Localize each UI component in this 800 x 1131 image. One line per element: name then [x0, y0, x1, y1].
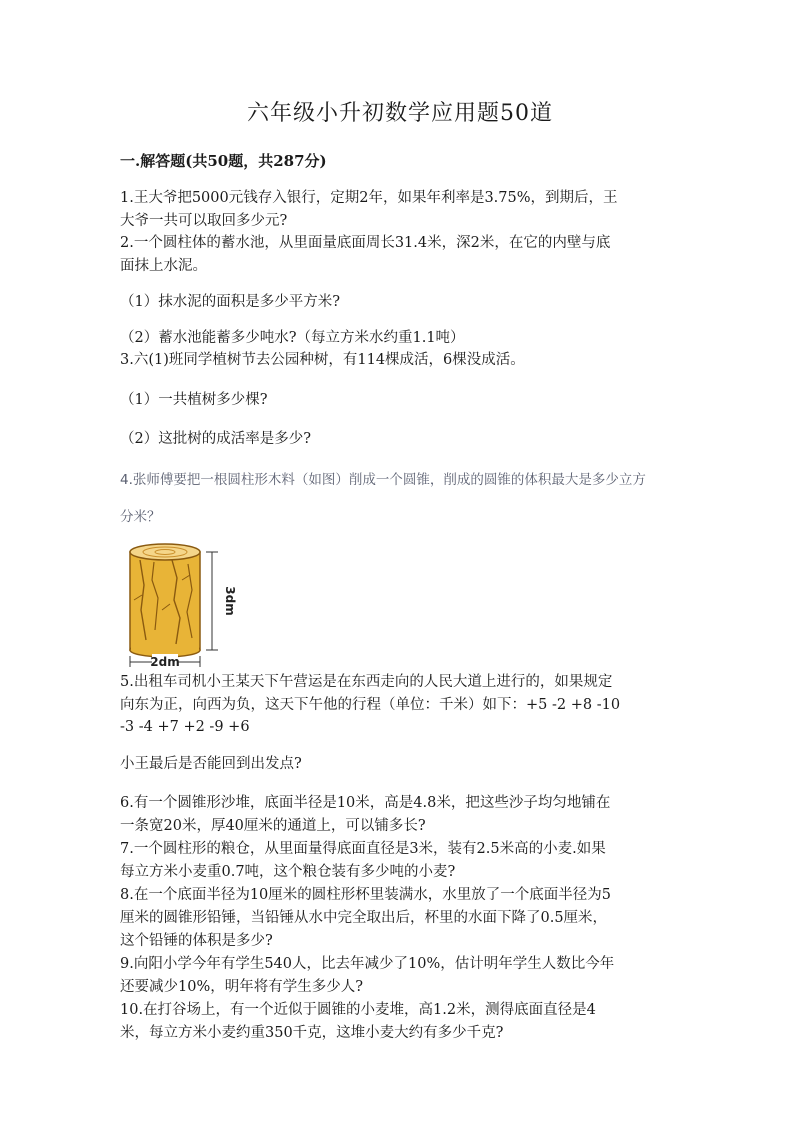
- height-label: 3dm: [223, 586, 237, 616]
- question-4-line-1: 4.张师傅要把一根圆柱形木料（如图）削成一个圆锥，削成的圆锥的体积最大是多少立方: [120, 472, 646, 488]
- section-header: 一.解答题(共50题，共287分): [120, 152, 327, 170]
- question-1-line-1: 1.王大爷把5000元钱存入银行，定期2年，如果年利率是3.75%，到期后，王: [120, 190, 618, 206]
- diameter-label: 2dm: [150, 655, 180, 669]
- question-7-line-1: 7.一个圆柱形的粮仓，从里面量得底面直径是3米，装有2.5米高的小麦.如果: [120, 841, 606, 857]
- question-8-line-3: 这个铅锤的体积是多少?: [120, 933, 273, 949]
- log-top-face: [130, 544, 200, 560]
- cylinder-log-figure: [122, 540, 237, 670]
- question-3-sub-1: （1）一共植树多少棵?: [120, 392, 268, 408]
- question-10-line-1: 10.在打谷场上，有一个近似于圆锥的小麦堆，高1.2米，测得底面直径是4: [120, 1002, 596, 1018]
- question-3-sub-2: （2）这批树的成活率是多少?: [120, 431, 311, 447]
- question-8-line-1: 8.在一个底面半径为10厘米的圆柱形杯里装满水，水里放了一个底面半径为5: [120, 887, 612, 903]
- page-title: 六年级小升初数学应用题50道: [247, 101, 553, 126]
- question-9-line-1: 9.向阳小学今年有学生540人，比去年减少了10%，估计明年学生人数比今年: [120, 956, 615, 972]
- question-10-line-2: 米，每立方米小麦约重350千克，这堆小麦大约有多少千克?: [120, 1025, 504, 1041]
- question-6-line-1: 6.有一个圆锥形沙堆，底面半径是10米，高是4.8米，把这些沙子均匀地铺在: [120, 795, 611, 811]
- question-2-line-2: 面抹上水泥。: [120, 258, 207, 274]
- question-4-line-2: 分米？: [120, 509, 161, 525]
- question-5-line-3: -3 -4 +7 +2 -9 +6: [120, 719, 250, 735]
- question-5-line-1: 5.出租车司机小王某天下午营运是在东西走向的人民大道上进行的，如果规定: [120, 674, 613, 690]
- question-8-line-2: 厘米的圆锥形铅锤，当铅锤从水中完全取出后，杯里的水面下降了0.5厘米，: [120, 910, 608, 926]
- question-2-sub-1: （1）抹水泥的面积是多少平方米?: [120, 294, 340, 310]
- question-5-sub-1: 小王最后是否能回到出发点?: [120, 756, 302, 772]
- question-6-line-2: 一条宽20米，厚40厘米的通道上，可以铺多长?: [120, 818, 426, 834]
- question-2-line-1: 2.一个圆柱体的蓄水池，从里面量底面周长31.4米，深2米，在它的内壁与底: [120, 235, 611, 251]
- question-9-line-2: 还要减少10%，明年将有学生多少人?: [120, 979, 364, 995]
- question-7-line-2: 每立方米小麦重0.7吨，这个粮仓装有多少吨的小麦?: [120, 864, 456, 880]
- question-5-line-2: 向东为正，向西为负，这天下午他的行程（单位：千米）如下：+5 -2 +8 -10: [120, 697, 621, 713]
- question-2-sub-2: （2）蓄水池能蓄多少吨水?（每立方米水约重1.1吨）: [120, 330, 465, 346]
- question-3-line-1: 3.六(1)班同学植树节去公园种树，有114棵成活，6棵没成活。: [120, 352, 525, 368]
- question-1-line-2: 大爷一共可以取回多少元?: [120, 213, 288, 229]
